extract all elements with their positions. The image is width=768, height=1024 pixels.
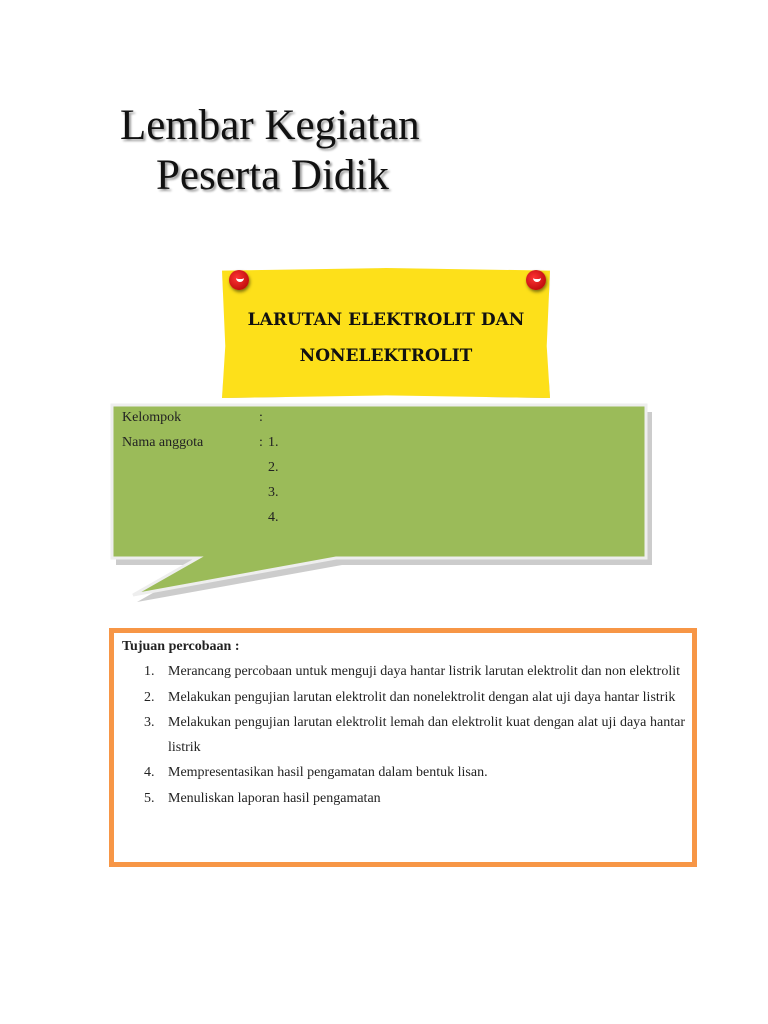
item-text: Melakukan pengujian larutan elektrolit lemah dan elektrolit kuat dengan alat uji daya hantar listrik: [168, 714, 685, 756]
objectives-heading: Tujuan percobaan :: [122, 639, 240, 654]
member-2: 2.: [268, 460, 279, 475]
title-line-1: Lembar Kegiatan: [120, 102, 420, 149]
item-number: 5.: [144, 790, 155, 806]
topic-line-1: LARUTAN ELEKTROLIT DAN: [247, 310, 525, 330]
item-number: 3.: [144, 714, 155, 730]
speech-bubble: [105, 400, 655, 605]
member-1: 1.: [268, 435, 279, 450]
objective-item: [122, 710, 685, 761]
item-number: 4.: [144, 765, 155, 781]
item-text: Merancang percobaan untuk menguji daya hantar listrik larutan elektrolit dan non elektrolit: [168, 664, 680, 680]
topic-line-2: NONELEKTROLIT: [299, 346, 473, 366]
member-4: 4.: [268, 510, 279, 525]
item-text: Menuliskan laporan hasil pengamatan: [168, 790, 381, 806]
topic-title: [222, 302, 550, 374]
item-number: 2.: [144, 689, 155, 705]
item-number: 1.: [144, 664, 155, 680]
pushpin-icon: [526, 270, 546, 290]
pushpin-icon: [229, 270, 249, 290]
nama-anggota-label: Nama anggota: [122, 435, 204, 450]
kelompok-colon: :: [259, 410, 263, 425]
objectives: [122, 634, 685, 811]
member-3: 3.: [268, 485, 279, 500]
item-text: Melakukan pengujian larutan elektrolit dan nonelektrolit dengan alat uji daya hantar listrik: [168, 689, 676, 705]
kelompok-label: Kelompok: [122, 410, 182, 425]
objective-item: [122, 685, 685, 710]
objective-item: [122, 760, 685, 785]
objective-item: [122, 786, 685, 811]
objective-item: [122, 659, 685, 684]
item-text: Mempresentasikan hasil pengamatan dalam bentuk lisan.: [168, 765, 488, 781]
nama-colon: :: [259, 435, 263, 450]
title-line-2: Peserta Didik: [156, 152, 389, 199]
